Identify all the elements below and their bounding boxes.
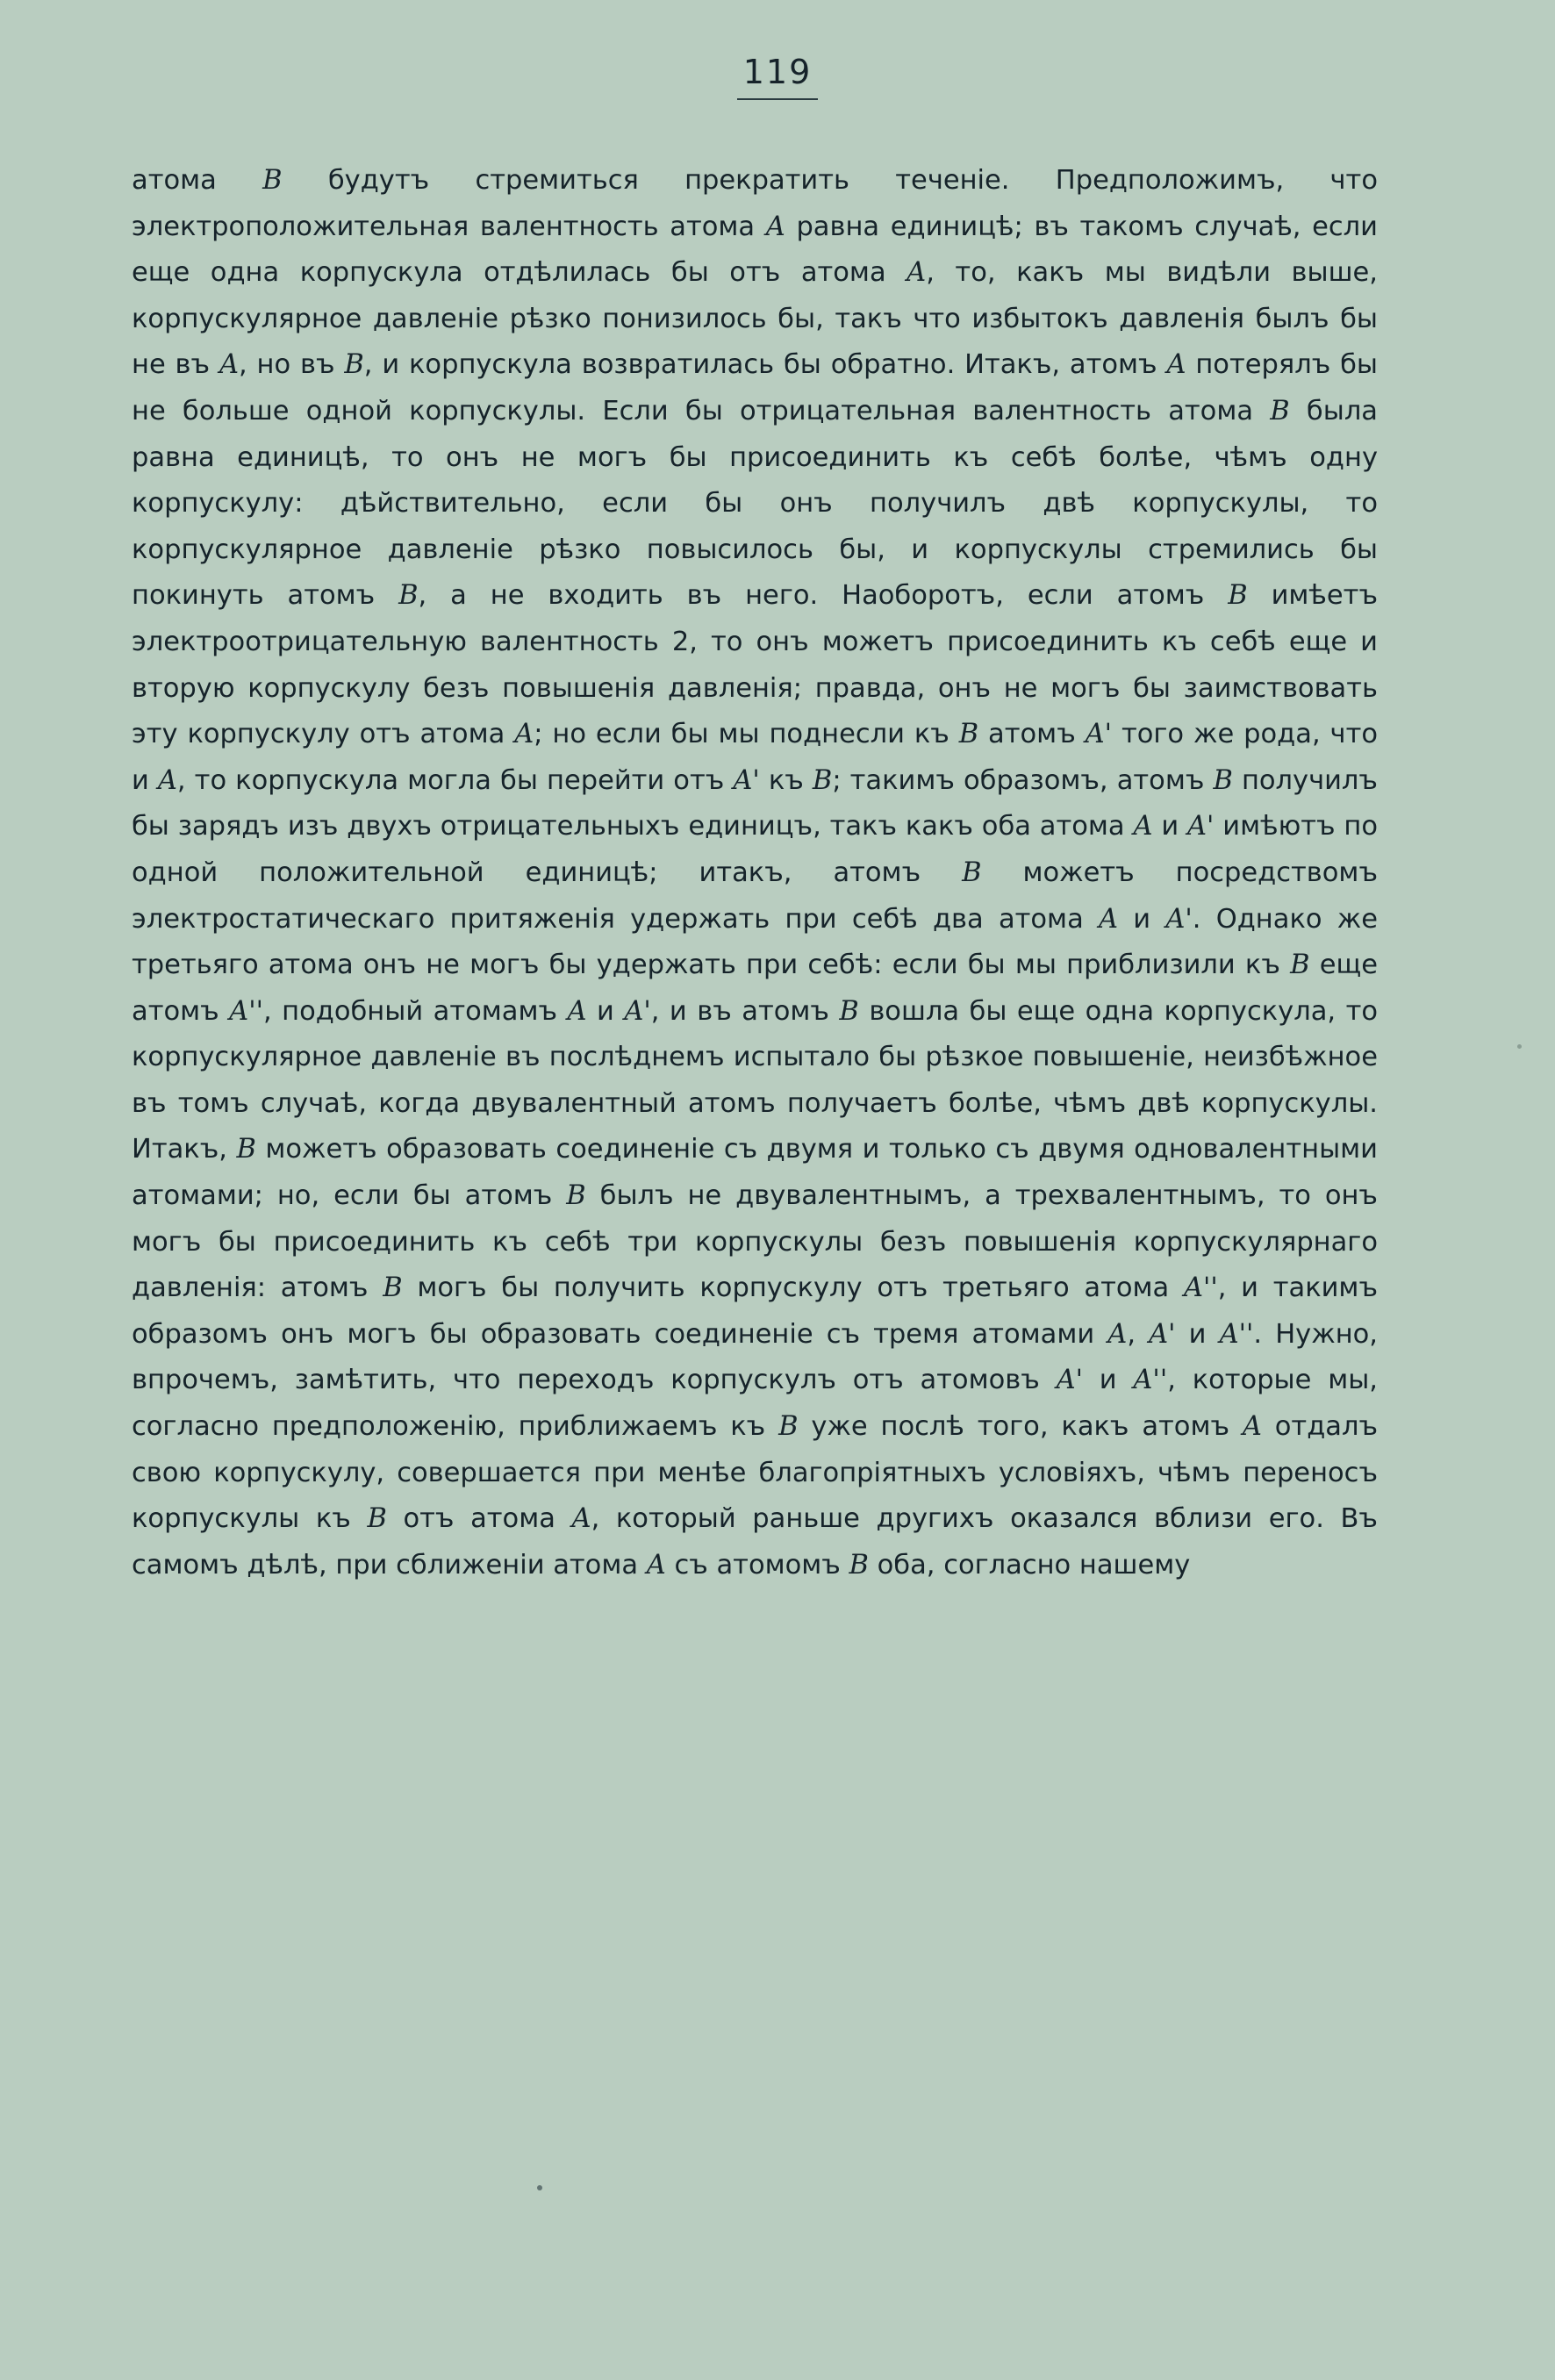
body-paragraph: атома B будутъ стремиться прекратить теченіе. Предположимъ, что электроположительная валентность атома A равна единицѣ; въ такомъ случаѣ, если еще одна корпускула отдѣлилась бы отъ атома A, то, какъ мы видѣли выше, корпускулярное давленіе рѣзко понизилось бы, такъ что избытокъ давленія былъ бы не въ A, но въ B, и корпускула возвратилась бы обратно. Итакъ, атомъ A потерялъ бы не больше одной корпускулы. Если бы отрицательная валентность атома B была равна единицѣ, то онъ не могъ бы присоединить къ себѣ болѣе, чѣмъ одну корпускулу: дѣйствительно, если бы онъ получилъ двѣ корпускулы, то корпускулярное давленіе рѣзко повысилось бы, и корпускулы стремились бы покинуть атомъ B, а не входить въ него. Наоборотъ, если атомъ B имѣетъ электроотрицательную валентность 2, то онъ можетъ присоединить къ себѣ еще и вторую корпускулу безъ повышенія давленія; правда, онъ не могъ бы заимствовать эту корпускулу отъ атома A; но если бы мы поднесли къ B атомъ A' того же рода, что и A, то корпускула могла бы перейти отъ A' къ B; такимъ образомъ, атомъ B получилъ бы зарядъ изъ двухъ отрицательныхъ единицъ, такъ какъ оба атома A и A' имѣютъ по одной положительной единицѣ; итакъ, атомъ B можетъ посредствомъ электростатическаго притяженія удержать при себѣ два атома A и A'. Однако же третьяго атома онъ не могъ бы удержать при себѣ: если бы мы приблизили къ B еще атомъ A'', подобный атомамъ A и A', и въ атомъ B вошла бы еще одна корпускула, то корпускулярное давленіе въ послѣднемъ испытало бы рѣзкое повышеніе, неизбѣжное въ томъ случаѣ, когда двувалентный атомъ получаетъ болѣе, чѣмъ двѣ корпускулы. Итакъ, B можетъ образовать соединеніе съ двумя и только съ двумя одновалентными атомами; но, если бы атомъ B былъ не двувалентнымъ, а трехвалентнымъ, то онъ могъ бы присоединить къ себѣ три корпускулы безъ повышенія корпускулярнаго давленія: атомъ B могъ бы получить корпускулу отъ третьяго атома A'', и такимъ образомъ онъ могъ бы образовать соединеніе съ тремя атомами A, A' и A''. Нужно, впрочемъ, замѣтить, что переходъ корпускулъ отъ атомовъ A' и A'', которые мы, согласно предположенію, приближаемъ къ B уже послѣ того, какъ атомъ A отдалъ свою корпускулу, совершается при менѣе благопріятныхъ условіяхъ, чѣмъ переносъ корпускулы къ B отъ атома A, который раньше другихъ оказался вблизи его. Въ самомъ дѣлѣ, при сближеніи атома A съ атомомъ B оба, согласно нашему [132, 165, 1379, 1581]
page-edge-speck [1517, 1044, 1522, 1049]
page-body-text [132, 158, 1378, 1588]
page-number: 119 [737, 53, 818, 100]
page-footer-speck [537, 2185, 542, 2190]
page-header [0, 53, 1555, 100]
